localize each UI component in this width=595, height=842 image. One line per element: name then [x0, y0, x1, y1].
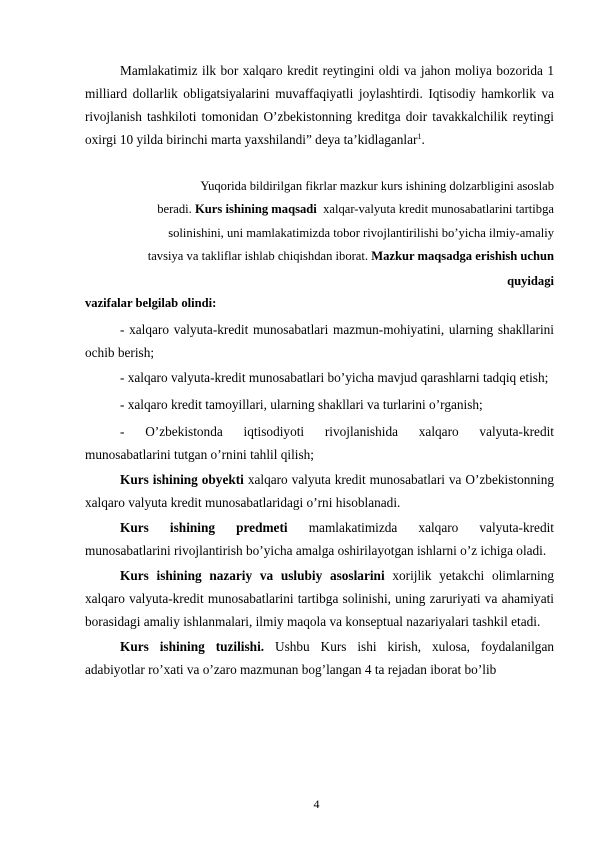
task-item: - xalqaro valyuta-kredit munosabatlari bo’yicha mavjud qarashlarni tadqiq etish; [120, 370, 549, 385]
object-label: Kurs ishining obyekti [120, 472, 244, 487]
purpose-label: Kurs ishining maqsadi [195, 202, 317, 216]
relevance-line-1: Yuqorida bildirilgan fikrlar mazkur kurs ishining dolzarbligini asoslab [200, 179, 554, 193]
object-text: xalqaro valyuta kredit munosabatlari va O’zbekistonning xalqaro valyuta kredit munosabatlaridagi o’rni hisoblanadi. [85, 472, 555, 510]
method-label: Kurs ishining nazariy va uslubiy asoslarini [120, 568, 385, 583]
task-item: - xalqaro valyuta-kredit munosabatlari mazmun-mohiyatini, ularning shakllarini ochib berish; [85, 322, 554, 360]
purpose-text-end: tavsiya va takliflar ishlab chiqishdan iborat. [147, 249, 369, 263]
purpose-text: xalqar-valyuta kredit munosabatlarini tartibga [323, 202, 554, 216]
subject-paragraph [85, 516, 554, 562]
subject-text: mamlakatimizda xalqaro valyuta-kredit munosabatlarini rivojlantirish bo’yicha amalga oshirilayotgan ishlarni o’z ichiga oladi. [85, 520, 554, 558]
relevance-line-2 [157, 198, 554, 221]
footnote-ref: 1 [417, 132, 422, 141]
structure-text: Ushbu Kurs ishi kirish, xulosa, foydalanilgan adabiyotlar ro’xati va o’zaro mazmunan bog’langan 4 ta rejadan iborat bo’lib [85, 639, 554, 677]
page-number: 4 [313, 797, 320, 811]
method-text: xorijlik yetakchi olimlarning xalqaro valyuta-kredit munosabatlarini tartibga solinishi, uning zaruriyati va ahamiyati borasidagi amaliy ishlanmalari, ilmiy maqola va konseptual nazariyalari tashkil etadi. [85, 568, 554, 629]
structure-paragraph [85, 635, 554, 681]
relevance-line-4 [148, 245, 554, 268]
tasks-intro-cont: quyidagi [507, 274, 554, 288]
object-paragraph [85, 468, 554, 514]
tasks-intro-end: vazifalar belgilab olindi: [85, 296, 217, 310]
intro-text: Mamlakatimiz ilk bor xalqaro kredit reytingini oldi va jahon moliya bozorida 1 milliard dollarlik obligatsiyalarini muvaffaqiyatli joylashtirdi. Iqtisodiy hamkorlik va rivojlanish tashkiloti tomonidan O’zbekistonning kreditga doir tavakkalchilik reytingi oxirgi 10 yilda birinchi marta yaxshilandi” deya ta’kidlaganlar [85, 63, 554, 147]
method-paragraph [85, 564, 554, 633]
structure-label: Kurs ishining tuzilishi. [120, 639, 265, 654]
intro-paragraph [85, 59, 554, 151]
task-item: - xalqaro kredit tamoyillari, ularning shakllari va turlarini o’rganish; [120, 397, 483, 412]
subject-label: Kurs ishining predmeti [120, 520, 288, 535]
relevance-text: beradi. [157, 202, 192, 216]
tasks-intro: Mazkur maqsadga erishish uchun [371, 249, 554, 263]
tasks-list [85, 318, 554, 681]
relevance-line-3: solinishini, uni mamlakatimizda tobor rivojlantirilishi bo’yicha ilmiy-amaliy [168, 226, 554, 240]
intro-end: . [421, 132, 425, 147]
task-item: - O’zbekistonda iqtisodiyoti rivojlanishida xalqaro valyuta-kredit munosabatlarini tutgan o’rnini tahlil qilish; [85, 424, 554, 462]
